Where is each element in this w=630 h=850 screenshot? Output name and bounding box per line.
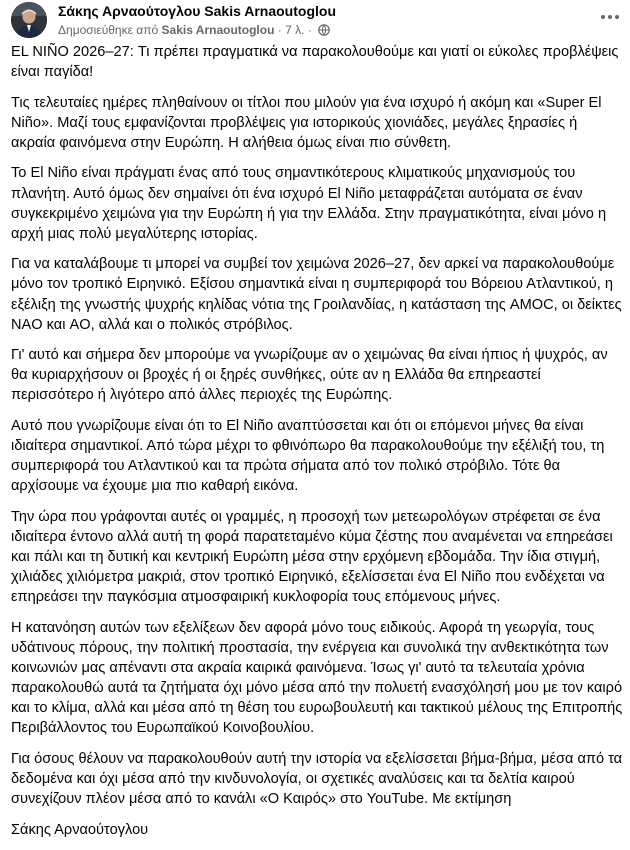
post-paragraph: Γι' αυτό και σήμερα δεν μπορούμε να γνωρίζουμε αν ο χειμώνας θα είναι ήπιος ή ψυχρός, αν θα κυριαρχήσουν οι βροχές ή οι ξηρές συνθήκες, ούτε αν η Ελλάδα θα επηρεαστεί περισσότερο ή λιγότερο από άλλες περιοχές της Ευρώπης. [11,347,608,404]
post-paragraph: Τις τελευταίες ημέρες πληθαίνουν οι τίτλοι που μιλούν για ένα ισχυρό ή ακόμη και «Super El Niño». Μαζί τους εμφανίζονται προβλέψεις για ιστορικούς χιονιάδες, μεγάλες ξηρασίες ή ακραία φαινόμενα στην Ευρώπη. Η αλήθεια όμως είναι πιο σύνθετη. [11,94,602,151]
post-time[interactable]: 7 λ. [285,23,305,37]
author-name[interactable]: Σάκης Αρναούτογλου Sakis Arnaoutoglou [58,3,336,19]
post-meta [58,23,330,39]
published-by-name[interactable]: Sakis Arnaoutoglou [161,23,275,37]
profile-photo [11,2,47,38]
post-paragraph: Την ώρα που γράφονται αυτές οι γραμμές, η προσοχή των μετεωρολόγων στρέφεται σε ένα ιδιαίτερα έντονο αλλά αυτή τη φορά παρατεταμένο κύμα ζέστης που αναμένεται να επηρεάσει και πάλι και τη δυτική και κεντρική Ευρώπη μέσα στην ερχόμενη εβδομάδα. Την ίδια στιγμή, χιλιάδες χιλιόμετρα μακριά, στον τροπικό Ειρηνικό, εξελίσσεται ένα El Niño που ενδέχεται να επηρεάσει την παγκόσμια ατμοσφαιρική κυκλοφορία τους επόμενους μήνες. [11,508,613,606]
more-options-button[interactable] [596,3,624,31]
post-header [0,0,630,44]
post-text [11,42,623,850]
post-paragraph: Για να καταλάβουμε τι μπορεί να συμβεί τον χειμώνα 2026–27, δεν αρκεί να παρακολουθούμε μόνο τον τροπικό Ειρηνικό. Εξίσου σημαντικά είναι η συμπεριφορά του Βόρειου Ατλαντικού, η εξέλιξη της γνωστής ψυχρής κηλίδας νότια της Γροιλανδίας, η κατάσταση της AMOC, οι δείκτες NAO και AO, αλλά και ο πολικός στρόβιλος. [11,256,622,333]
post-paragraph: Η κατανόηση αυτών των εξελίξεων δεν αφορά μόνο τους ειδικούς. Αφορά τη γεωργία, τους υδάτινους πόρους, την πολιτική προστασία, την ενέργεια και συνολικά την ανθεκτικότητα των κοινωνιών μας απέναντι στα ακραία καιρικά φαινόμενα. Ίσως γι' αυτό τα τελευταία χρόνια παρακολουθώ αυτά τα ζητήματα όχι μόνο μέσα από την πολυετή ενασχόλησή μου με τον καιρό και το κλίμα, αλλά και μέσα από τη θέση του ευρωβουλευτή και τακτικού μέλους της Επιτροπής Περιβάλλοντος του Ευρωπαϊκού Κοινοβουλίου. [11,619,623,737]
post-heading: EL NIÑO 2026–27: Τι πρέπει πραγματικά να παρακολουθούμε και γιατί οι εύκολες προβλέψεις είναι παγίδα! [11,44,619,81]
post-paragraph: Το El Niño είναι πράγματι ένας από τους σημαντικότερους κλιματικούς μηχανισμούς του πλανήτη. Αυτό όμως δεν σημαίνει ότι ένα ισχυρό El Niño μεταφράζεται αυτόματα σε έναν συγκεκριμένο χειμώνα για την Ευρώπη ή για την Ελλάδα. Στην πραγματικότητα, είναι μόνο η αρχή μιας πολύ μεγαλύτερης ιστορίας. [11,165,607,242]
globe-icon [318,24,330,39]
more-options-icon [601,15,605,19]
meta-separator-2: · [307,23,312,37]
meta-separator: · [277,23,282,37]
published-by-prefix: Δημοσιεύθηκε από [58,23,159,37]
post-closing: Για όσους θέλουν να παρακολουθούν αυτή την ιστορία να εξελίσσεται βήμα-βήμα, μέσα από τα δεδομένα και όχι μέσα από την κινδυνολογία, οι σχετικές αναλύσεις και τα δελτία καιρού συνεχίζουν πλέον μέσα από το κανάλι «Ο Καιρός» στο YouTube. Με εκτίμηση [11,750,623,808]
post-signature: Σάκης Αρναούτογλου [11,821,149,838]
avatar[interactable] [11,2,47,38]
post-paragraph: Αυτό που γνωρίζουμε είναι ότι το El Niño αναπτύσσεται και ότι οι επόμενοι μήνες θα είναι ιδιαίτερα σημαντικοί. Από τώρα μέχρι το φθινόπωρο θα παρακολουθούμε την εξέλιξή του, τη συμπεριφορά του Ατλαντικού και τα πρώτα σήματα από τον πολικό στρόβιλο. Τότε θα αρχίσουμε να έχουμε μια πιο καθαρή εικόνα. [11,418,605,495]
